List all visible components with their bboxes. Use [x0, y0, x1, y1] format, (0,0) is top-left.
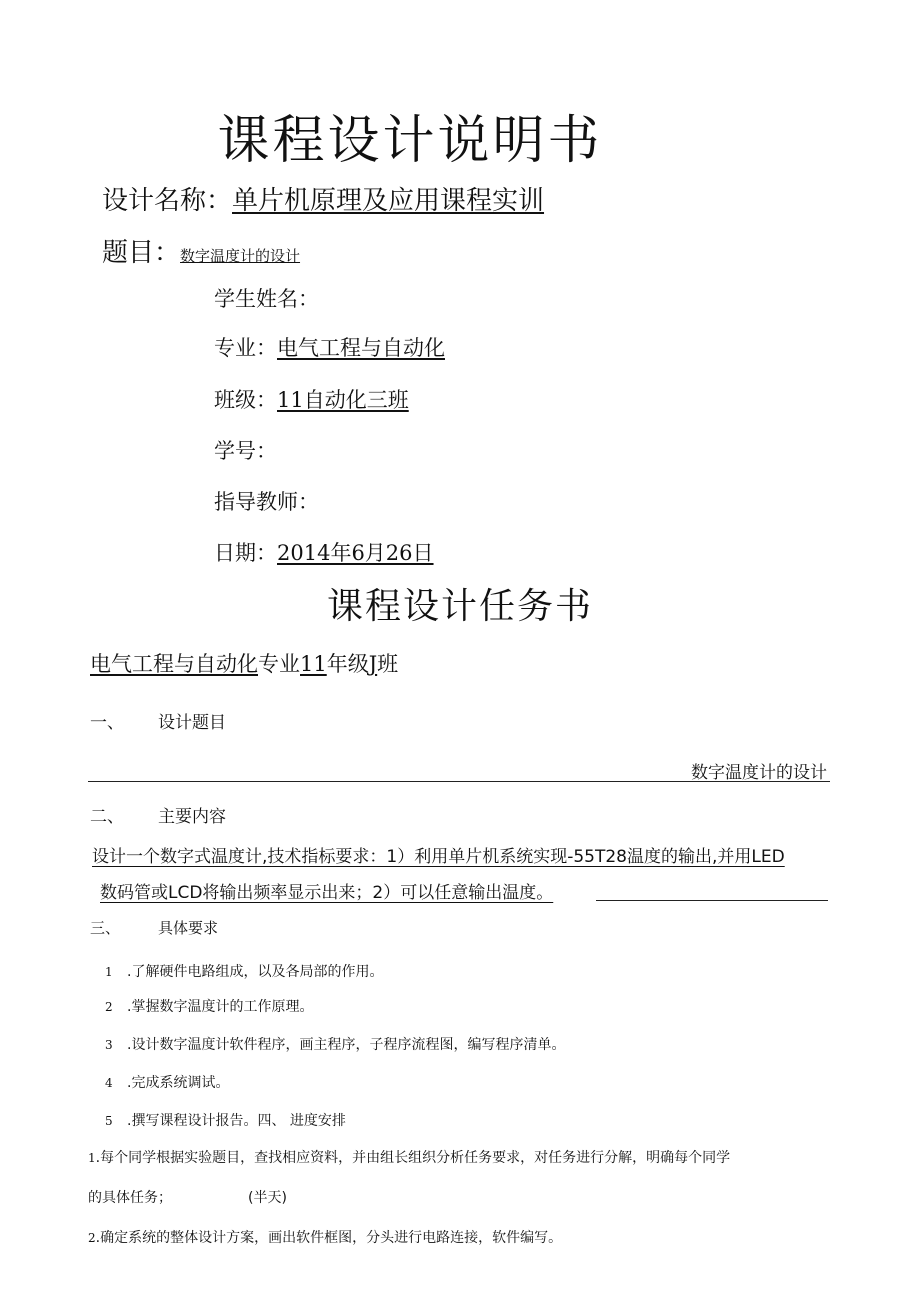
- schedule-item-1-continued: [88, 1187, 287, 1207]
- date-label: 日期：: [214, 541, 277, 565]
- class-line-year: 11: [300, 652, 327, 676]
- requirement-item: [105, 961, 383, 981]
- class-line-grade: 年级: [326, 652, 369, 676]
- content-line-2: [100, 878, 553, 903]
- underline-rule: [88, 781, 830, 782]
- section-1-heading: [90, 708, 226, 733]
- requirement-text: .设计数字温度计软件程序，画主程序，子程序流程图，编写程序清单。: [127, 1037, 566, 1053]
- section-2-number: 二、: [90, 807, 124, 827]
- document-title: 课程设计说明书: [217, 111, 603, 171]
- design-name-label: 设计名称：: [102, 186, 233, 216]
- section-3-heading: [90, 917, 218, 938]
- design-name-value: 单片机原理及应用课程实训: [232, 186, 545, 216]
- class-row: [214, 384, 409, 414]
- requirement-text: .了解硬件电路组成，以及各局部的作用。: [127, 964, 384, 980]
- requirement-item: [105, 1072, 229, 1092]
- topic-label: 题目：: [102, 238, 181, 268]
- schedule-number: 2: [88, 1231, 96, 1245]
- requirement-text: .完成系统调试。: [127, 1075, 230, 1091]
- class-line-suffix: 班: [377, 652, 399, 676]
- task-book-title: 课程设计任务书: [326, 586, 593, 627]
- requirement-number: 3: [105, 1038, 113, 1052]
- schedule-item-2: [88, 1227, 562, 1247]
- requirement-number: 4: [105, 1076, 113, 1090]
- requirement-item: [105, 996, 313, 1016]
- requirement-number: 5: [105, 1114, 113, 1128]
- schedule-duration: (半天): [248, 1190, 287, 1206]
- date-value: 2014年6月26日: [277, 541, 434, 565]
- class-line-mid: 专业: [258, 652, 300, 676]
- student-id-label: 学号：: [214, 439, 277, 463]
- requirement-item: [105, 1110, 346, 1130]
- schedule-text: .确定系统的整体设计方案，画出软件框图，分头进行电路连接，软件编写。: [95, 1230, 563, 1246]
- advisor-label: 指导教师：: [214, 490, 319, 514]
- major-label: 专业：: [214, 336, 277, 360]
- underline-rule: [596, 900, 828, 901]
- requirement-number: 1: [105, 965, 113, 979]
- topic-row: [102, 232, 300, 269]
- class-value: 11自动化三班: [277, 388, 409, 412]
- student-id-row: [214, 435, 277, 465]
- requirement-item: [105, 1034, 565, 1054]
- class-line-class: J: [368, 652, 378, 676]
- section-1-title: 设计题目: [158, 713, 226, 733]
- section-2-title: 主要内容: [158, 807, 226, 827]
- section-1-number: 一、: [90, 713, 124, 733]
- section-2-heading: [90, 802, 226, 827]
- schedule-text-continued: 的具体任务；: [88, 1190, 172, 1206]
- class-line-major: 电气工程与自动化: [90, 652, 258, 676]
- schedule-number: 1: [88, 1151, 96, 1165]
- requirement-text: .掌握数字温度计的工作原理。: [127, 999, 314, 1015]
- content-line-2-text: 数码管或LCD将输出频率显示出来；2）可以任意输出温度。: [100, 883, 554, 903]
- topic-value: 数字温度计的设计: [180, 247, 301, 265]
- section-1-value: 数字温度计的设计: [691, 763, 827, 783]
- major-value: 电气工程与自动化: [277, 336, 445, 360]
- advisor-row: [214, 486, 319, 516]
- design-name-row: [102, 180, 544, 217]
- requirement-number: 2: [105, 1000, 113, 1014]
- student-name-row: [214, 283, 319, 313]
- section-3-title: 具体要求: [158, 919, 219, 937]
- date-row: [214, 537, 434, 567]
- student-name-label: 学生姓名：: [214, 287, 319, 311]
- class-label: 班级：: [214, 388, 277, 412]
- schedule-item-1: [88, 1147, 730, 1167]
- major-row: [214, 332, 445, 362]
- schedule-text: .每个同学根据实验题目，查找相应资料，并由组长组织分析任务要求，对任务进行分解，明确每个同学: [95, 1150, 731, 1166]
- section-3-number: 三、: [90, 919, 121, 937]
- class-line: [90, 648, 398, 678]
- requirement-text: .撰写课程设计报告。四、 进度安排: [127, 1113, 346, 1129]
- content-line-1: 设计一个数字式温度计,技术指标要求：1）利用单片机系统实现-55T28温度的输出,并用LED: [92, 847, 785, 867]
